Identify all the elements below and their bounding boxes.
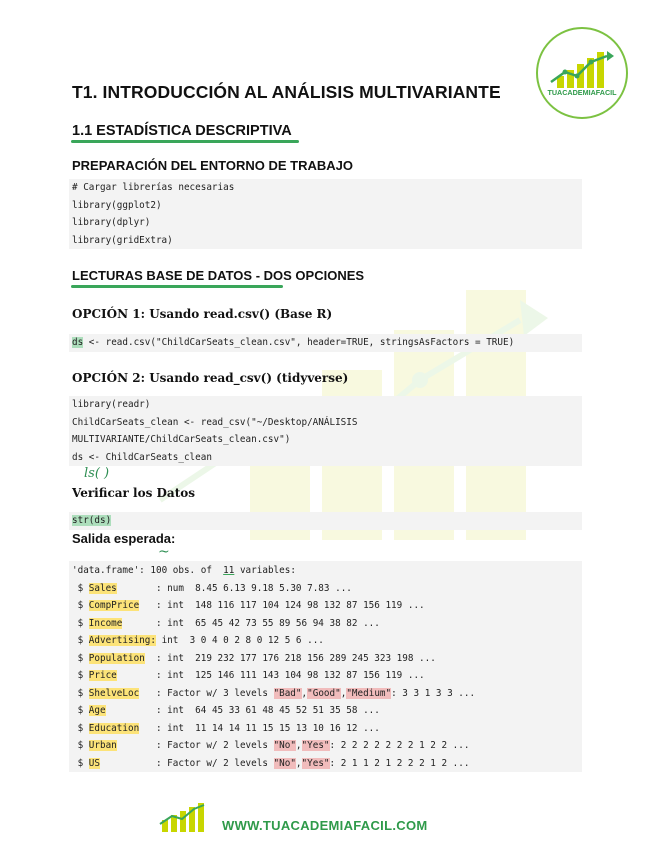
- padding: [117, 740, 156, 751]
- variable-values: : 2 1 1 2 1 2 2 2 1 2 ...: [329, 757, 470, 769]
- variable-name: Age: [88, 705, 106, 716]
- footer-chart-icon: [158, 800, 210, 832]
- output-header: [72, 562, 582, 580]
- variable-type: : Factor w/ 2 levels: [155, 740, 274, 751]
- variable-row: [72, 632, 582, 650]
- code-line: MULTIVARIANTE/ChildCarSeats_clean.csv"): [72, 434, 291, 445]
- code-line: ChildCarSeats_clean <- read_csv("~/Desktop/ANÁLISIS: [72, 416, 358, 428]
- variable-name: Sales: [88, 582, 117, 594]
- factor-level: "Bad": [273, 687, 302, 699]
- verify-code-block: [69, 512, 582, 530]
- dollar-prefix: $: [72, 757, 89, 769]
- dollar-prefix: $: [72, 740, 89, 751]
- padding: [139, 600, 156, 611]
- padding: [139, 723, 156, 734]
- option1-code-block: [69, 334, 582, 352]
- variable-row: [72, 615, 582, 633]
- comma: ,: [301, 687, 308, 699]
- code-text: <- read.csv("ChildCarSeats_clean.csv", header=TRUE, stringsAsFactors = TRUE): [83, 337, 515, 348]
- dollar-prefix: $: [72, 617, 89, 629]
- variable-row: [72, 755, 582, 773]
- variable-row: [72, 702, 582, 720]
- code-line: library(gridExtra): [72, 234, 173, 246]
- handwritten-note: ls( ): [84, 466, 110, 481]
- comma: ,: [295, 740, 302, 751]
- lecturas-heading-sub: - DOS OPCIONES: [252, 268, 365, 283]
- variable-values: : int 64 45 33 61 48 45 52 51 35 58 ...: [155, 705, 380, 716]
- variable-row: [72, 737, 582, 755]
- code-line: library(ggplot2): [72, 199, 162, 211]
- variable-name: Price: [88, 670, 117, 681]
- variable-values: : int 219 232 177 176 218 156 289 245 323 198 ...: [155, 652, 436, 664]
- header-text: variables:: [234, 565, 296, 576]
- comma: ,: [295, 757, 302, 769]
- option1-heading: OPCIÓN 1: Usando read.csv() (Base R): [72, 307, 333, 321]
- variable-row: [72, 667, 582, 685]
- variable-values: : num 8.45 6.13 9.18 5.30 7.83 ...: [155, 582, 352, 594]
- variable-rows: [72, 580, 582, 773]
- dollar-prefix: $: [72, 652, 89, 664]
- variable-values: : int 125 146 111 143 104 98 132 87 156 119 ...: [155, 670, 425, 681]
- expected-output-block: [69, 561, 582, 772]
- factor-level: "No": [273, 757, 296, 769]
- variable-values: : 3 3 1 3 3 ...: [391, 687, 476, 699]
- highlight-call: str(ds): [72, 515, 112, 526]
- logo-badge: [535, 26, 629, 120]
- variable-name: CompPrice: [88, 600, 140, 611]
- page-title: T1. INTRODUCCIÓN AL ANÁLISIS MULTIVARIANTE: [72, 82, 501, 102]
- handwritten-squiggle: ~: [158, 544, 170, 560]
- dollar-prefix: $: [72, 600, 89, 611]
- variable-row: [72, 580, 582, 598]
- header-text: obs. of: [167, 565, 224, 576]
- header-text: 'data.frame':: [72, 565, 151, 576]
- variable-row: [72, 720, 582, 738]
- variable-type: : Factor w/ 3 levels: [155, 687, 274, 699]
- dollar-prefix: $: [72, 687, 89, 699]
- dollar-prefix: $: [72, 705, 89, 716]
- code-line: [72, 334, 582, 352]
- padding: [122, 618, 156, 629]
- section-title: 1.1 ESTADÍSTICA DESCRIPTIVA: [72, 123, 292, 139]
- factor-level: "Medium": [346, 687, 392, 699]
- prep-heading: PREPARACIÓN DEL ENTORNO DE TRABAJO: [72, 158, 353, 173]
- variable-name: Education: [88, 722, 140, 734]
- padding: [100, 758, 156, 769]
- highlight-var: ds: [72, 337, 84, 348]
- code-line: # Cargar librerías necesarias: [72, 182, 235, 193]
- variable-values: : int 65 45 42 73 55 89 56 94 38 82 ...: [155, 617, 380, 629]
- variable-row: [72, 597, 582, 615]
- variable-name: Income: [88, 617, 123, 629]
- code-line: library(dplyr): [72, 217, 151, 228]
- padding: [117, 670, 156, 681]
- lecturas-heading: [72, 268, 364, 283]
- option2-heading: OPCIÓN 2: Usando read_csv() (tidyverse): [72, 371, 349, 385]
- code-line: ds <- ChildCarSeats_clean: [72, 451, 212, 463]
- factor-level: "Yes": [301, 757, 330, 769]
- code-line: [72, 512, 582, 530]
- variable-name: Urban: [88, 740, 117, 751]
- variable-name: ShelveLoc: [88, 687, 140, 699]
- variable-values: int 3 0 4 0 2 8 0 12 5 6 ...: [161, 635, 324, 646]
- logo-text: TUACADEMIAFACIL: [547, 88, 617, 97]
- section-underline: [71, 140, 299, 143]
- variable-name: Advertising:: [88, 635, 156, 646]
- variable-values: : int 148 116 117 104 124 98 132 87 156 119 ...: [155, 600, 425, 611]
- lecturas-underline: [71, 285, 283, 288]
- factor-level: "Good": [307, 687, 341, 699]
- variable-row: [72, 650, 582, 668]
- header-vars: 11: [223, 565, 235, 576]
- dollar-prefix: $: [72, 582, 89, 594]
- variable-type: : Factor w/ 2 levels: [155, 757, 274, 769]
- footer-url[interactable]: WWW.TUACADEMIAFACIL.COM: [222, 818, 428, 833]
- padding: [145, 653, 156, 664]
- variable-row: [72, 685, 582, 703]
- dollar-prefix: $: [72, 670, 89, 681]
- lecturas-heading-main: LECTURAS BASE DE DATOS: [72, 268, 253, 283]
- code-line: library(readr): [72, 399, 151, 410]
- dollar-prefix: $: [72, 722, 89, 734]
- padding: [106, 705, 156, 716]
- variable-name: Population: [88, 652, 145, 664]
- variable-values: : int 11 14 14 11 15 15 13 10 16 12 ...: [155, 722, 380, 734]
- variable-values: : 2 2 2 2 2 2 2 1 2 2 ...: [329, 740, 470, 751]
- prep-code-block: [69, 179, 582, 249]
- factor-level: "Yes": [301, 740, 330, 751]
- option2-code-block: [69, 396, 582, 466]
- factor-level: "No": [273, 740, 296, 751]
- expected-heading: Salida esperada:: [72, 531, 176, 546]
- comma: ,: [340, 687, 347, 699]
- verify-heading: Verificar los Datos: [72, 486, 196, 500]
- variable-name: US: [88, 757, 100, 769]
- padding: [139, 688, 156, 699]
- header-obs: 100: [150, 565, 168, 576]
- dollar-prefix: $: [72, 635, 89, 646]
- padding: [117, 583, 156, 594]
